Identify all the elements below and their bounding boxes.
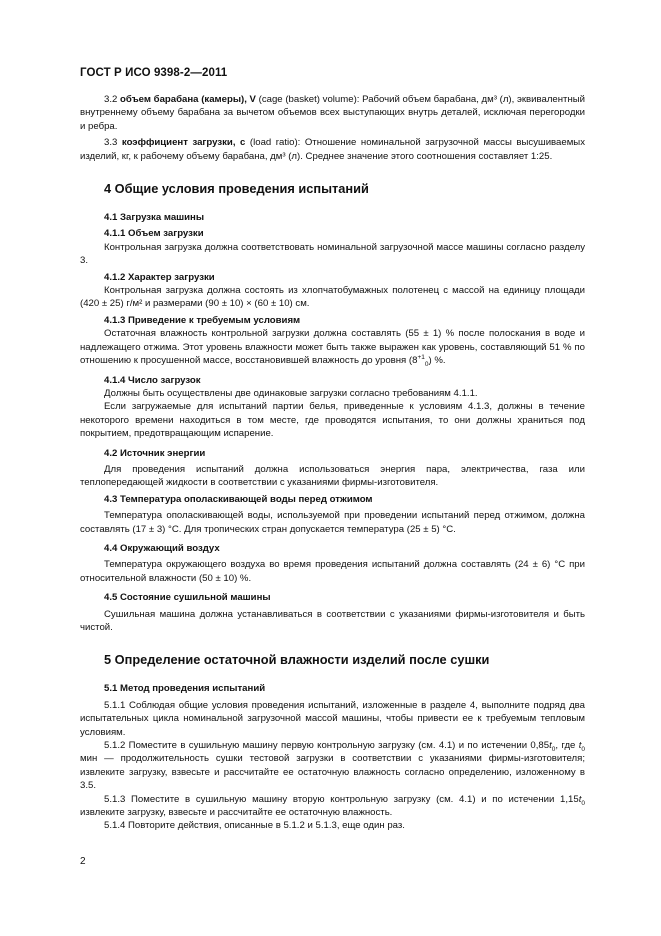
subsection-4-2: 4.2 Источник энергии: [104, 447, 206, 459]
text-4-1-1: Контрольная загрузка должна соответствовать номинальной загрузочной массе машины согласно разделу 3.: [80, 241, 585, 267]
section-4-heading: 4 Общие условия проведения испытаний: [104, 181, 369, 197]
tolerance-sub: 0: [424, 361, 429, 368]
section-5-heading: 5 Определение остаточной влажности изделий после сушки: [104, 652, 490, 668]
subsection-4-5: 4.5 Состояние сушильной машины: [104, 592, 271, 604]
text-4-5: Сушильная машина должна устанавливаться в соответствии с указаниями фирмы-изготовителя и быть чистой.: [80, 608, 585, 633]
text-4-4: Температура окружающего воздуха во время проведения испытаний должна составлять (24 ± 6) °C при относительной влажности (50 ± 10) %.: [80, 559, 585, 584]
text-5-1-3: 5.1.3 Поместите в сушильную машину вторую контрольную загрузку (см. 4.1) и по истечении $1,15t_0$ извлеките загрузку, взвесьте и рассчитайте ее остаточную влажность.: [80, 793, 585, 819]
text-4-1-4a: Должны быть осуществлены две одинаковые загрузки согласно требованиям 4.1.1.: [104, 387, 478, 399]
text-5-1-4: 5.1.4 Повторите действия, описанные в 5.1.2 и 5.1.3, еще один раз.: [104, 820, 405, 832]
text-4-1-3: Остаточная влажность контрольной загрузки должна составлять (55 ± 1) % после полоскания в воде и надлежащего отжима. Этот уровень влажности может быть также выражен как уровень, составляющий 51 % по отношению к просушенной массе, восстановившей влажность до уровня $(8^{+1}_0)$ %.: [80, 328, 585, 368]
term: коэффициент загрузки, c: [121, 137, 246, 149]
subsection-4-1: 4.1 Загрузка машины: [104, 212, 205, 224]
clause-number: 3.2: [104, 94, 118, 105]
subsection-5-1: 5.1 Метод проведения испытаний: [104, 683, 266, 695]
page-content: [80, 93, 585, 833]
subsection-4-3: 4.3 Температура ополаскивающей воды перед отжимом: [104, 493, 373, 505]
subsection-4-1-3: 4.1.3 Приведение к требуемым условиям: [104, 314, 301, 326]
text-4-2: Для проведения испытаний должна использоваться энергия пара, электричества, газа или теплопередающей жидкости в соответствии с указаниями фирмы-изготовителя.: [80, 463, 585, 489]
text-4-3: Температура ополаскивающей воды, используемой при проведении испытаний перед отжимом, должна составлять (17 ± 3) °C. Для тропических стран допускается температура (25 ± 5) °C.: [80, 510, 585, 535]
paragraph-3-3: [80, 136, 585, 163]
text-4-1-4b: Если загружаемые для испытаний партии белья, приведенные к условиям 4.1.3, должны в течение некоторого времени находиться в том месте, где проводятся испытания, то они должны храниться под покрытием, предотвращающим испарение.: [80, 401, 585, 440]
subsection-4-1-1: 4.1.1 Объем загрузки: [104, 228, 204, 240]
subsection-4-1-4: 4.1.4 Число загрузок: [104, 374, 201, 386]
tolerance-sup: +1: [417, 353, 425, 361]
term: объем барабана (камеры), V: [120, 94, 256, 105]
text-5-1-1: 5.1.1 Соблюдая общие условия проведения испытаний, изложенные в разделе 4, выполните подряд два испытательных цикла номинальной загрузочной массой машины, чтобы привести ее к требуемым тепловым условиям.: [80, 699, 585, 738]
subsection-4-4: 4.4 Окружающий воздух: [104, 542, 220, 554]
paragraph-3-2: [80, 93, 585, 133]
page-number: 2: [80, 856, 86, 867]
definition: (load ratio): Отношение номинальной загрузочной массы высушиваемых изделий, кг, к рабочему объему барабана, дм³ (л). Среднее значение этого соотношения составляет 1:25.: [80, 137, 586, 162]
page-header: ГОСТ Р ИСО 9398-2—2011: [80, 67, 228, 79]
definition: (cage (basket) volume): Рабочий объем барабана, дм³ (л), эквивалентный внутреннему объему барабана за вычетом объемов всех выступающих внутрь деталей, исключая перегородки и ребра.: [80, 94, 586, 132]
subsection-4-1-2: 4.1.2 Характер загрузки: [104, 271, 215, 283]
clause-number: 3.3: [104, 137, 118, 149]
text-5-1-2: 5.1.2 Поместите в сушильную машину первую контрольную загрузку (см. 4.1) и по истечении $0,85t_0$, где $t_0$ мин — продолжительность сушки тестовой загрузки в соответствии с указаниями фирмы-изготовителя; извлеките загрузку, взвесьте и рассчитайте ее остаточную влажность согласно определению, изложенному в 3.5.: [80, 740, 586, 792]
text-4-1-2: Контрольная загрузка должна состоять из хлопчатобумажных полотенец с массой на единицу площади (420 ± 25) г/м² и размерами (90 ± 10) × (60 ± 10) см.: [80, 285, 585, 310]
